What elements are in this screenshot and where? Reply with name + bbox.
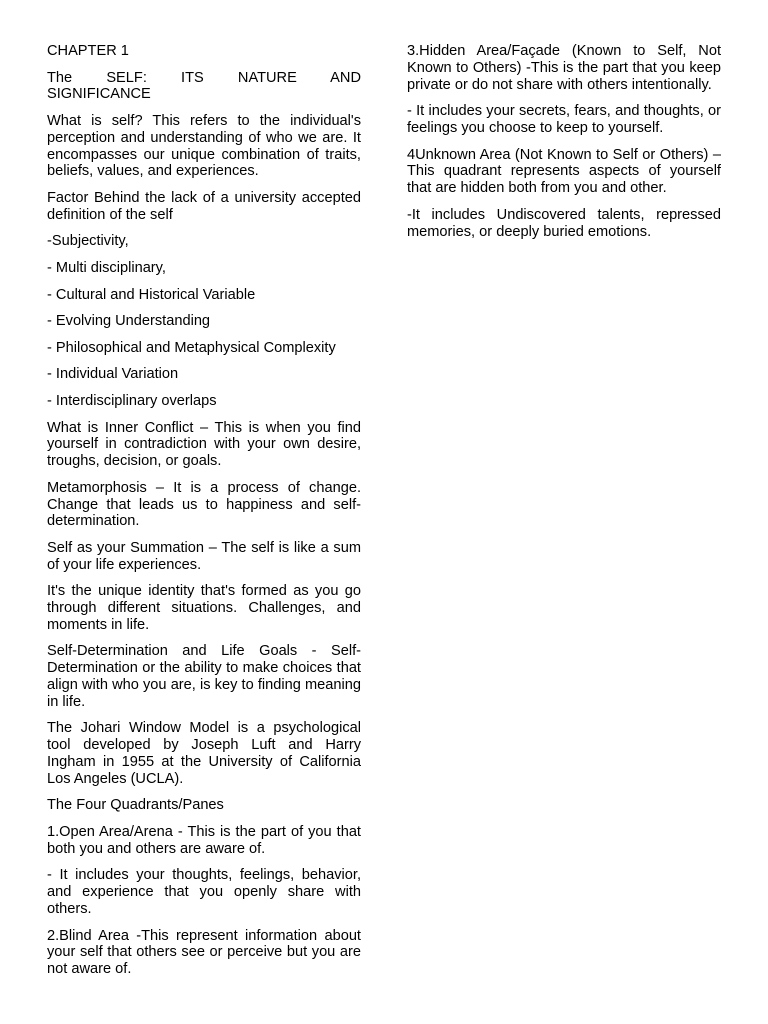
paragraph-open-area-detail: - It includes your thoughts, feelings, behavior, and experience that you openly share with others. [47,867,361,918]
list-item-philosophical: - Philosophical and Metaphysical Complexity [47,339,336,356]
list-item-subjectivity: -Subjectivity, [47,233,129,250]
paragraph-factor-behind: Factor Behind the lack of a university accepted definition of the self [47,189,361,223]
paragraph-self-summation: Self as your Summation – The self is like a sum of your life experiences. [47,539,361,573]
list-item-interdisciplinary: - Interdisciplinary overlaps [47,392,217,409]
chapter-heading: CHAPTER 1 [47,43,129,59]
paragraph-what-is-self: What is self? This refers to the individual's perception and understanding of who we are. It encompasses our unique combination of traits, beliefs, values, and experiences. [47,112,361,180]
list-item-evolving: - Evolving Understanding [47,313,211,330]
chapter-title-line-1: The SELF: ITS NATURE AND [47,69,361,86]
paragraph-johari-window: The Johari Window Model is a psychological tool developed by Joseph Luft and Harry Ingham in 1955 at the University of California Los Angeles (UCLA). [47,720,361,787]
list-item-cultural-historical: - Cultural and Historical Variable [47,286,256,303]
chapter-title [47,70,361,104]
left-column [47,43,361,988]
paragraph-hidden-area: 3.Hidden Area/Façade (Known to Self, Not Known to Others) -This is the part that you keep private or do not share with others intentionally. [407,43,721,93]
paragraph-open-area: 1.Open Area/Arena - This is the part of you that both you and others are aware of. [47,824,361,857]
paragraph-self-determination: Self-Determination and Life Goals - Self-Determination or the ability to make choices that align with who you are, is key to finding meaning in life. [47,643,361,710]
paragraph-unknown-area-detail: -It includes Undiscovered talents, repressed memories, or deeply buried emotions. [407,206,721,240]
paragraph-unknown-area: 4Unknown Area (Not Known to Self or Others) – This quadrant represents aspects of yourself that are hidden both from you and other. [407,146,721,197]
paragraph-unique-identity: It's the unique identity that's formed as you go through different situations. Challenges, and moments in life. [47,583,361,633]
paragraph-metamorphosis: Metamorphosis – It is a process of change. Change that leads us to happiness and self-determination. [47,479,361,530]
list-item-multidisciplinary: - Multi disciplinary, [47,259,166,276]
paragraph-four-quadrants: The Four Quadrants/Panes [47,797,224,814]
chapter-title-line-2: SIGNIFICANCE [47,86,151,103]
list-item-individual-variation: - Individual Variation [47,366,179,383]
paragraph-hidden-area-detail: - It includes your secrets, fears, and thoughts, or feelings you choose to keep to yourself. [407,103,721,136]
paragraph-blind-area: 2.Blind Area -This represent information about your self that others see or perceive but you are not aware of. [47,927,361,978]
paragraph-inner-conflict: What is Inner Conflict – This is when you find yourself in contradiction with your own desire, troughs, decision, or goals. [47,419,361,470]
right-column [407,43,721,250]
